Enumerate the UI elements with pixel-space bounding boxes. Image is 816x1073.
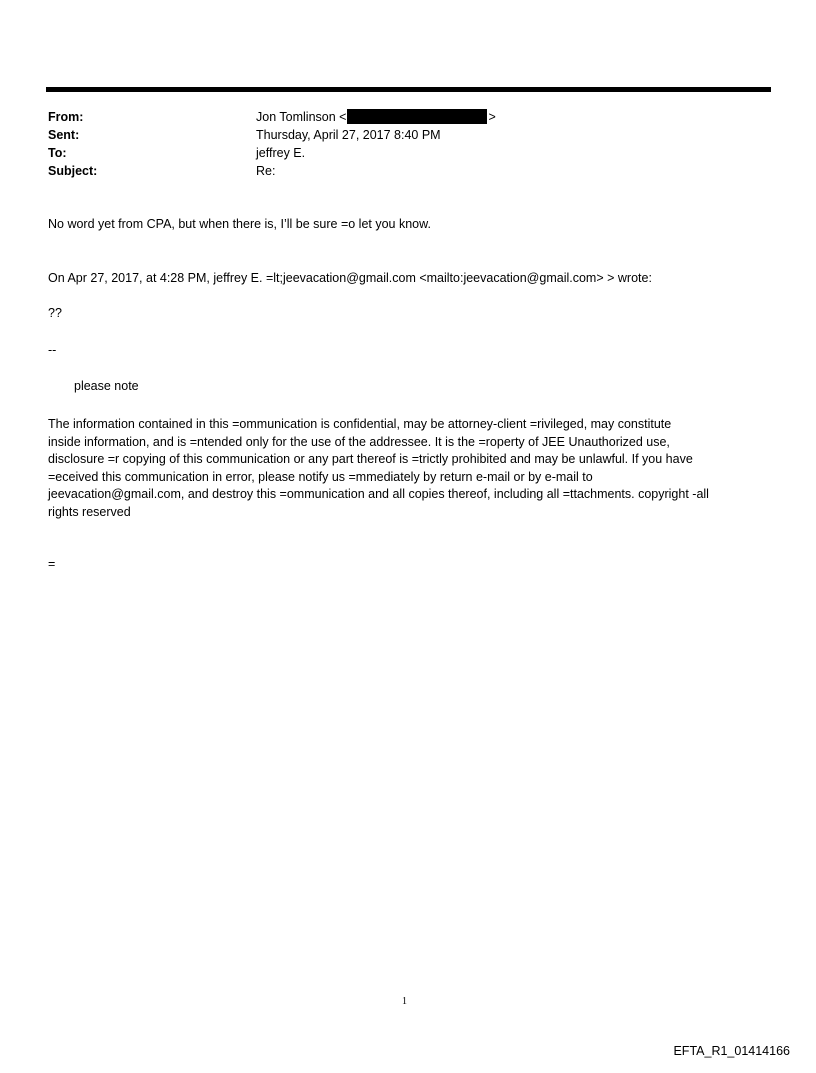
from-value	[256, 108, 496, 126]
quote-header: On Apr 27, 2017, at 4:28 PM, jeffrey E. =lt;jeevacation@gmail.com <mailto:jeevacation@gmail.com> > wrote:	[48, 271, 652, 285]
redaction-box	[347, 109, 487, 124]
please-note: please note	[74, 379, 139, 393]
signature-separator: --	[48, 343, 57, 357]
disclaimer-line: rights reserved	[48, 504, 131, 519]
sent-value: Thursday, April 27, 2017 8:40 PM	[256, 128, 441, 142]
disclaimer-line: disclosure =r copying of this communication or any part thereof is =trictly prohibited and may be unlawful. If you have	[48, 452, 693, 466]
from-name: Jon Tomlinson <	[256, 110, 347, 124]
disclaimer-line: inside information, and is =ntended only for the use of the addressee. It is the =roperty of JEE Unauthorized use,	[48, 434, 670, 449]
to-value: jeffrey E.	[256, 146, 306, 160]
subject-label: Subject:	[48, 164, 98, 178]
to-label: To:	[48, 146, 67, 160]
page-number: 1	[402, 996, 407, 1007]
from-suffix: >	[488, 110, 496, 124]
disclaimer-paragraph	[48, 416, 773, 521]
from-label: From:	[48, 110, 84, 124]
reply-line: No word yet from CPA, but when there is, I’ll be sure =o let you know.	[48, 217, 431, 231]
sent-label: Sent:	[48, 128, 80, 142]
trailing-char: =	[48, 557, 56, 571]
disclaimer-line: jeevacation@gmail.com, and destroy this =ommunication and all copies thereof, including all =ttachments. copyright -all	[48, 487, 709, 501]
quoted-text: ??	[48, 306, 62, 320]
header-rule	[46, 87, 771, 92]
disclaimer-line: =eceived this communication in error, please notify us =mmediately by return e-mail or by e-mail to	[48, 469, 593, 484]
document-id: EFTA_R1_01414166	[673, 1044, 790, 1058]
subject-value: Re:	[256, 164, 276, 178]
disclaimer-line: The information contained in this =ommunication is confidential, may be attorney-client =rivileged, may constitute	[48, 417, 672, 431]
